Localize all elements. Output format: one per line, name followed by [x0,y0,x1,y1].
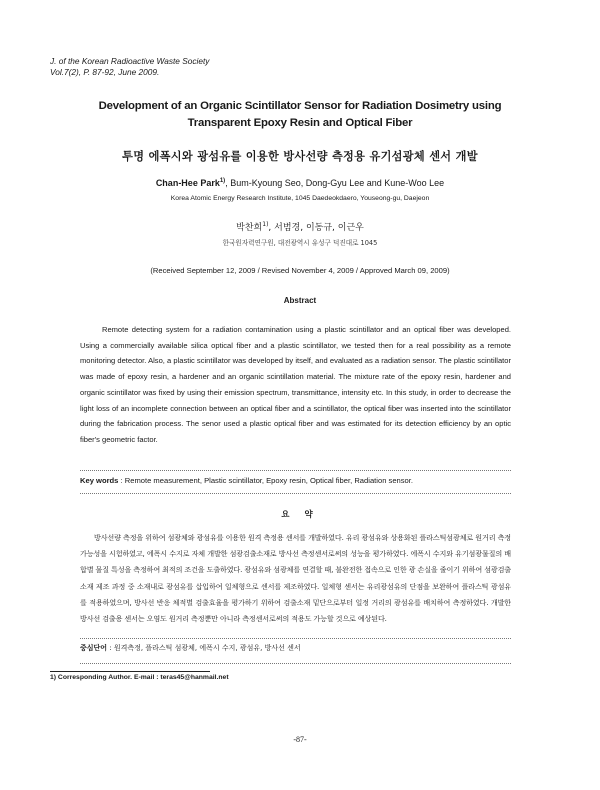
korean-lead-author: 박찬희 [236,223,263,233]
lead-author: Chan-Hee Park [155,178,220,188]
korean-abstract-text: 방사선량 측정을 위하여 섬광체와 광섬유를 이용한 원격 측정용 센서를 개발하였다. 유리 광섬유와 상용화된 플라스틱섬광체로 원거리 측정 가능성을 시험하였고, 에폭시 수지로 자체 개발한 섬광검출소재로 방사선 측정센서로써의 성능을 평가하였다. 에폭시 수지와 유기섬광물질의 배합별 물질 특성을 측정하여 최적의 조건을 도출하였다. 광섬유와 섬광체를 연결할 때, 불완전한 접속으로 인한 광 손실을 줄이기 위하여 섬광검출소재 제조 과정 중 소재내로 광섬유를 삽입하여 일체형으로 센서를 제조하였다. 일체형 센서는 유리광섬유의 단점을 보완하여 플라스틱 광섬유를 적용하였으며, 방사선 반응 체적별 검출효율을 평가하기 위하여 검출소재 밑단으로부터 일정 거리의 광섬유를 배치하여 측정하였다. 개발한 방사선 검출용 센서는 오염도 원거리 측정뿐만 아니라 측정센서로써의 적용도 가능할 것으로 예상된다. [80,533,512,624]
keywords-label: Key words [80,476,119,485]
received-dates: (Received September 12, 2009 / Revised November 4, 2009 / Approved March 09, 2009) [150,266,450,275]
korean-keywords [80,643,511,653]
korean-keywords-top-divider [80,638,511,639]
korean-keywords-label: 중심단어 [80,644,108,652]
abstract-heading: Abstract [283,296,317,305]
co-authors: , Bum-Kyoung Seo, Dong-Gyu Lee and Kune-Woo Lee [225,178,445,188]
journal-citation [50,56,209,77]
keywords-top-divider [80,470,511,471]
korean-author-list [40,220,560,233]
lead-author-mark: 1) [219,178,226,184]
paper-title-line-2: Transparent Epoxy Resin and Optical Fiber [187,117,413,129]
abstract-text: Remote detecting system for a radiation contamination using a plastic scintillator and an optical fiber was developed. Using a commercially available silica optical fiber and a plastic scintillator, we tested then for a real possibility as a remote monitoring detector. Also, a plastic scintillator was developed by itself, and evaluated as a radiation sensor. The plastic scintillator was made of epoxy resin, a hardener and an organic scintillation material. The mixture rate of the epoxy resin, hardener and organic scintillator was fixed by using their emission spectrum, transmittance, intensity etc. In this study, in order to decrease the light loss of an incomplete connection between an optical fiber and a scintillator, the optical fiber was inserted into the scintillator during the fabrication process. The senor used a plastic optical fiber and was estimated for its detection efficiency by an optic fiber's geometric factor. [80,325,511,444]
corresponding-author-footnote: 1) Corresponding Author. E-mail : teras45@hanmail.net [50,674,229,681]
paper-title [40,98,560,132]
korean-keywords-text: : 원격측정, 플라스틱 섬광체, 에폭시 수지, 광섬유, 방사선 센서 [107,644,301,652]
journal-volume: Vol.7(2), P. 87-92, June 2009. [50,66,160,77]
keywords [80,476,511,485]
korean-title: 투명 에폭시와 광섬유를 이용한 방사선량 측정용 유기섬광체 센서 개발 [122,150,478,163]
journal-name: J. of the Korean Radioactive Waste Society [50,56,210,66]
korean-affiliation: 한국원자력연구원, 대전광역시 유성구 덕진대로 1045 [222,239,378,247]
korean-keywords-bottom-divider [80,663,511,664]
author-list [40,178,560,188]
footnote-divider [50,671,210,672]
korean-lead-author-mark: 1) [262,221,269,228]
paper-title-line-1: Development of an Organic Scintillator Sensor for Radiation Dosimetry using [98,100,502,112]
keywords-bottom-divider [80,493,511,494]
korean-co-authors: , 서범경, 이동규, 이근우 [268,223,364,233]
author-affiliation: Korea Atomic Energy Research Institute, 1045 Daedeokdaero, Youseong-gu, Daejeon [170,195,430,202]
korean-abstract-heading: 요 약 [281,510,319,520]
page-number: -87- [293,735,307,744]
keywords-text: : Remote measurement, Plastic scintillator, Epoxy resin, Optical fiber, Radiation sensor. [118,476,414,485]
